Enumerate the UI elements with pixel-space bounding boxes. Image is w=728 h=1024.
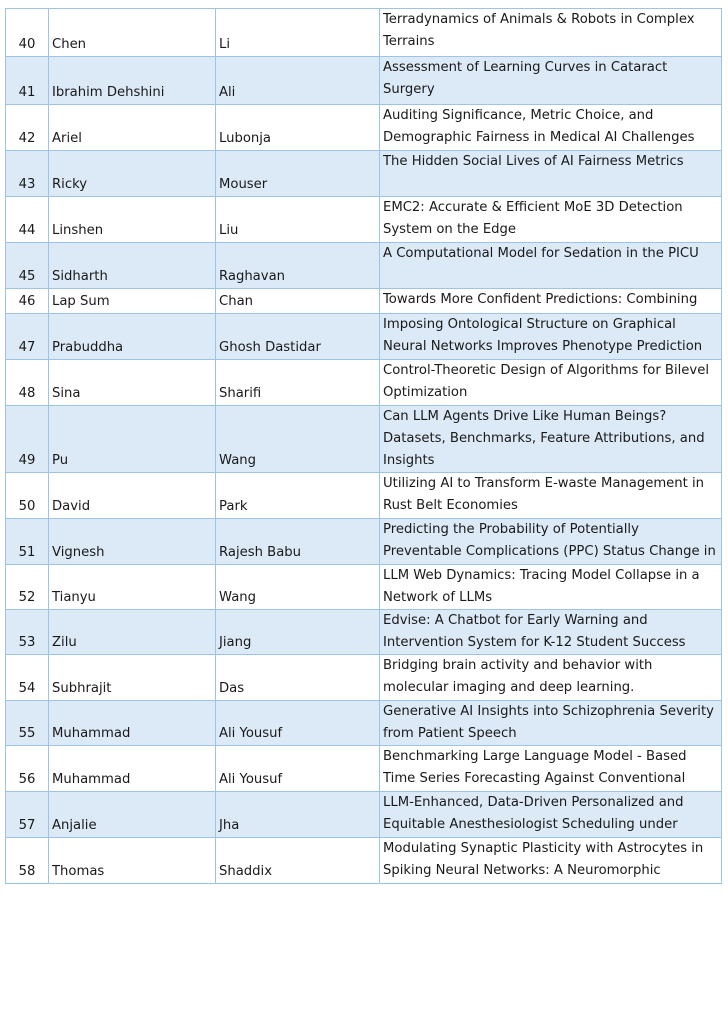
title-cell xyxy=(380,314,722,360)
title-cell xyxy=(380,9,722,57)
title-text: Can LLM Agents Drive Like Human Beings? Datasets, Benchmarks, Feature Attributions, and Insights xyxy=(383,409,705,468)
title-cell xyxy=(380,701,722,746)
row-number: 49 xyxy=(6,406,49,473)
table-row xyxy=(6,519,722,565)
title-cell xyxy=(380,57,722,105)
title-cell xyxy=(380,406,722,473)
last-name-cell: Ali Yousuf xyxy=(216,701,380,746)
last-name-cell: Li xyxy=(216,9,380,57)
last-name-cell: Raghavan xyxy=(216,243,380,289)
row-number: 53 xyxy=(6,610,49,655)
title-cell xyxy=(380,792,722,838)
title-text: LLM Web Dynamics: Tracing Model Collapse in a Network of LLMs xyxy=(383,568,700,605)
title-text: Generative AI Insights into Schizophrenia Severity from Patient Speech xyxy=(383,704,714,741)
title-text: Control-Theoretic Design of Algorithms for Bilevel Optimization xyxy=(383,363,710,400)
last-name-cell: Ghosh Dastidar xyxy=(216,314,380,360)
first-name-cell: David xyxy=(49,473,216,519)
first-name-cell: Chen xyxy=(49,9,216,57)
last-name-cell: Wang xyxy=(216,406,380,473)
title-cell xyxy=(380,243,722,289)
first-name-cell: Thomas xyxy=(49,838,216,884)
table-row xyxy=(6,406,722,473)
first-name-cell: Muhammad xyxy=(49,746,216,792)
table-body xyxy=(6,9,722,884)
last-name-cell: Jiang xyxy=(216,610,380,655)
table-row xyxy=(6,314,722,360)
row-number: 40 xyxy=(6,9,49,57)
last-name-cell: Shaddix xyxy=(216,838,380,884)
row-number: 51 xyxy=(6,519,49,565)
table-row xyxy=(6,105,722,151)
table-row xyxy=(6,792,722,838)
table-row xyxy=(6,289,722,314)
title-cell xyxy=(380,151,722,197)
first-name-cell: Vignesh xyxy=(49,519,216,565)
title-text: EMC2: Accurate & Efficient MoE 3D Detection System on the Edge xyxy=(383,200,683,237)
table-row xyxy=(6,473,722,519)
title-cell xyxy=(380,289,722,314)
title-cell xyxy=(380,473,722,519)
first-name-cell: Tianyu xyxy=(49,565,216,610)
last-name-cell: Wang xyxy=(216,565,380,610)
title-cell xyxy=(380,610,722,655)
row-number: 52 xyxy=(6,565,49,610)
row-number: 42 xyxy=(6,105,49,151)
row-number: 55 xyxy=(6,701,49,746)
title-text: Assessment of Learning Curves in Cataract Surgery xyxy=(383,60,668,97)
row-number: 54 xyxy=(6,655,49,701)
row-number: 41 xyxy=(6,57,49,105)
title-cell xyxy=(380,519,722,565)
title-cell xyxy=(380,565,722,610)
row-number: 44 xyxy=(6,197,49,243)
first-name-cell: Lap Sum xyxy=(49,289,216,314)
title-text: Terradynamics of Animals & Robots in Complex Terrains xyxy=(383,12,695,49)
first-name-cell: Ariel xyxy=(49,105,216,151)
row-number: 50 xyxy=(6,473,49,519)
row-number: 58 xyxy=(6,838,49,884)
first-name-cell: Anjalie xyxy=(49,792,216,838)
title-text: Utilizing AI to Transform E-waste Management in Rust Belt Economies xyxy=(383,476,705,513)
first-name-cell: Pu xyxy=(49,406,216,473)
title-text: Imposing Ontological Structure on Graphical Neural Networks Improves Phenotype Prediction xyxy=(383,317,703,354)
table-row xyxy=(6,9,722,57)
last-name-cell: Mouser xyxy=(216,151,380,197)
title-cell xyxy=(380,360,722,406)
row-number: 57 xyxy=(6,792,49,838)
row-number: 46 xyxy=(6,289,49,314)
first-name-cell: Zilu xyxy=(49,610,216,655)
presenter-table xyxy=(5,8,722,884)
title-text: Modulating Synaptic Plasticity with Astrocytes in Spiking Neural Networks: A Neuromorphic xyxy=(383,841,704,878)
title-cell xyxy=(380,105,722,151)
table-row xyxy=(6,243,722,289)
title-text: A Computational Model for Sedation in the PICU xyxy=(383,246,699,261)
last-name-cell: Liu xyxy=(216,197,380,243)
row-number: 48 xyxy=(6,360,49,406)
first-name-cell: Subhrajit xyxy=(49,655,216,701)
title-text: Edvise: A Chatbot for Early Warning and Intervention System for K-12 Student Success xyxy=(383,613,686,650)
last-name-cell: Rajesh Babu xyxy=(216,519,380,565)
row-number: 43 xyxy=(6,151,49,197)
table-row xyxy=(6,151,722,197)
title-text: Predicting the Probability of Potentially Preventable Complications (PPC) Status Change in xyxy=(383,522,716,559)
table-row xyxy=(6,360,722,406)
title-text: Auditing Significance, Metric Choice, and Demographic Fairness in Medical AI Challenges xyxy=(383,108,695,145)
last-name-cell: Ali Yousuf xyxy=(216,746,380,792)
title-cell xyxy=(380,746,722,792)
row-number: 47 xyxy=(6,314,49,360)
table-row xyxy=(6,746,722,792)
table-row xyxy=(6,565,722,610)
title-cell xyxy=(380,197,722,243)
table-row xyxy=(6,57,722,105)
title-text: Benchmarking Large Language Model - Based Time Series Forecasting Against Conventional xyxy=(383,749,687,786)
last-name-cell: Jha xyxy=(216,792,380,838)
table-row xyxy=(6,838,722,884)
first-name-cell: Muhammad xyxy=(49,701,216,746)
table-row xyxy=(6,655,722,701)
last-name-cell: Das xyxy=(216,655,380,701)
last-name-cell: Lubonja xyxy=(216,105,380,151)
first-name-cell: Linshen xyxy=(49,197,216,243)
title-text: Towards More Confident Predictions: Combining xyxy=(383,292,698,307)
last-name-cell: Sharifi xyxy=(216,360,380,406)
row-number: 56 xyxy=(6,746,49,792)
table-row xyxy=(6,701,722,746)
title-text: LLM-Enhanced, Data-Driven Personalized and Equitable Anesthesiologist Scheduling under xyxy=(383,795,684,832)
title-text: Bridging brain activity and behavior with molecular imaging and deep learning. xyxy=(383,658,653,695)
title-cell xyxy=(380,838,722,884)
last-name-cell: Park xyxy=(216,473,380,519)
first-name-cell: Prabuddha xyxy=(49,314,216,360)
last-name-cell: Ali xyxy=(216,57,380,105)
row-number: 45 xyxy=(6,243,49,289)
first-name-cell: Sidharth xyxy=(49,243,216,289)
first-name-cell: Ibrahim Dehshini xyxy=(49,57,216,105)
last-name-cell: Chan xyxy=(216,289,380,314)
title-text: The Hidden Social Lives of AI Fairness Metrics xyxy=(383,154,684,169)
table-row xyxy=(6,610,722,655)
first-name-cell: Ricky xyxy=(49,151,216,197)
table-row xyxy=(6,197,722,243)
title-cell xyxy=(380,655,722,701)
first-name-cell: Sina xyxy=(49,360,216,406)
